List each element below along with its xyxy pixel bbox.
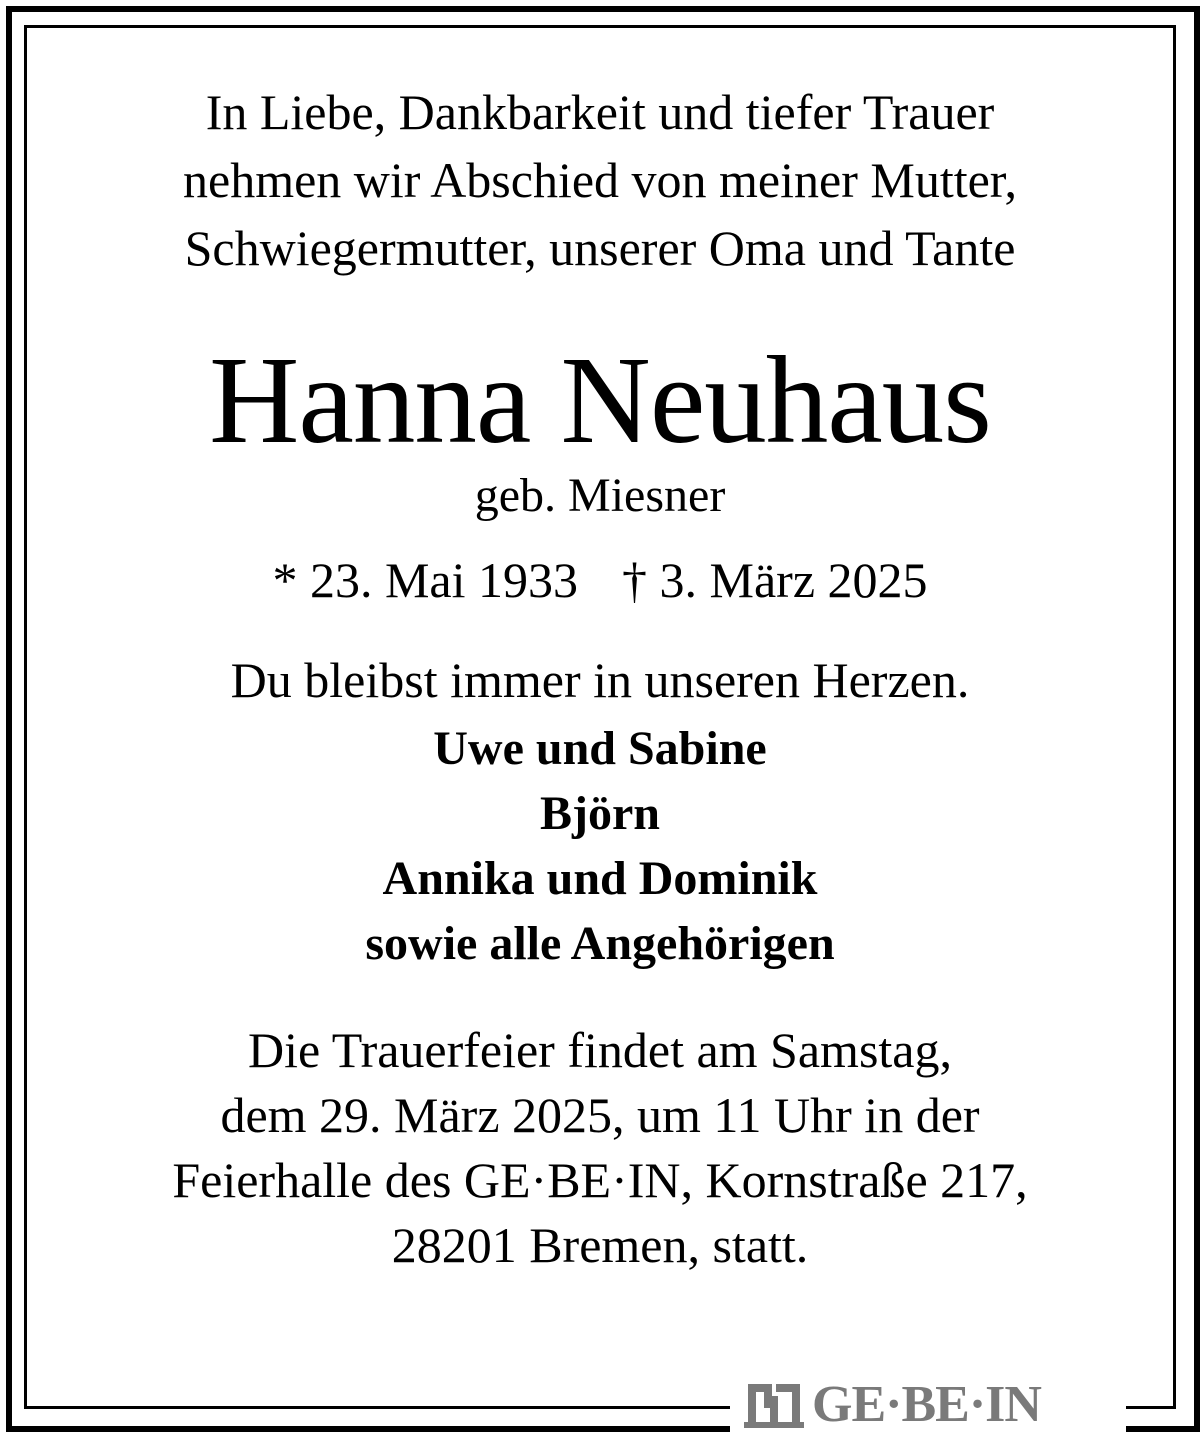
service-line: Die Trauerfeier findet am Samstag, [248, 1022, 952, 1078]
intro-line: Schwiegermutter, unserer Oma und Tante [184, 220, 1016, 276]
birth-date: * 23. Mai 1933 [272, 552, 579, 608]
obituary-notice [40, 78, 1160, 1278]
signer-line: Björn [540, 787, 660, 840]
maiden-name: geb. Miesner [474, 469, 726, 522]
intro-text [40, 78, 1160, 282]
motto: Du bleibst immer in unseren Herzen. [230, 652, 970, 708]
service-line: Feierhalle des GE·BE·IN, Kornstraße 217, [172, 1152, 1028, 1208]
intro-line: nehmen wir Abschied von meiner Mutter, [183, 152, 1017, 208]
death-date: † 3. März 2025 [622, 552, 928, 608]
deceased-name: Hanna Neuhaus [209, 332, 991, 470]
signer-line: Uwe und Sabine [433, 722, 767, 775]
service-line: dem 29. März 2025, um 11 Uhr in der [220, 1087, 980, 1143]
service-line: 28201 Bremen, statt. [391, 1217, 809, 1273]
gebein-logo-icon [744, 1382, 804, 1428]
signer-line: sowie alle Angehörigen [365, 917, 835, 970]
signer-line: Annika und Dominik [382, 852, 818, 905]
gebein-logo [744, 1376, 1041, 1433]
intro-line: In Liebe, Dankbarkeit und tiefer Trauer [205, 84, 995, 140]
gebein-logo-text: GE·BE·IN [812, 1376, 1041, 1433]
service-info [40, 1018, 1160, 1278]
life-dates [40, 550, 1160, 610]
signers [40, 716, 1160, 976]
